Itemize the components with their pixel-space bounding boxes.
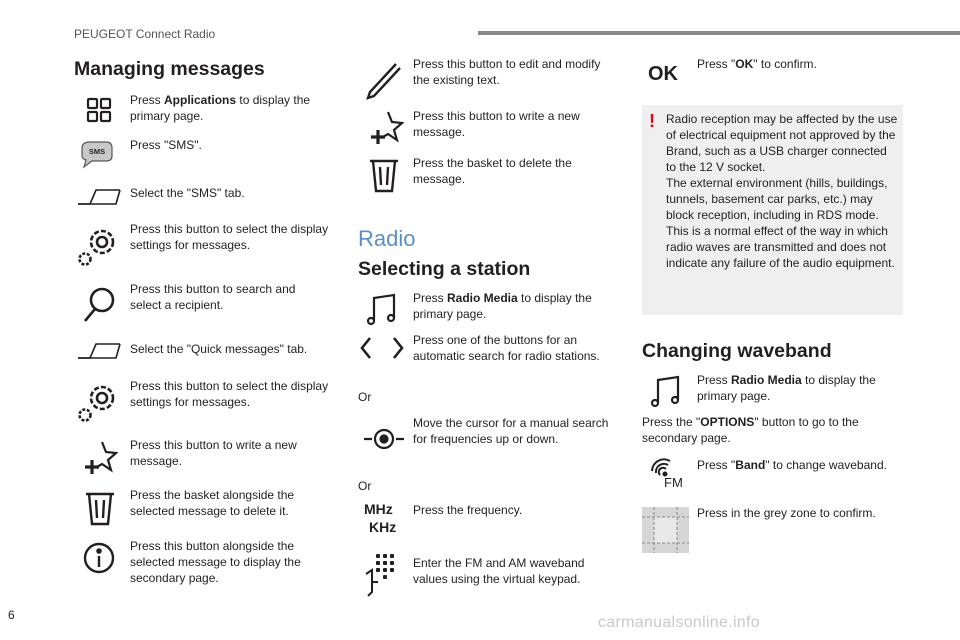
mhz-khz-icon	[364, 500, 408, 540]
star-plus-icon	[364, 108, 404, 148]
star-plus-icon	[78, 438, 118, 478]
page-number: 6	[8, 608, 15, 622]
tab-icon	[76, 338, 122, 378]
gear-icon	[76, 380, 122, 426]
or-text: Or	[358, 479, 372, 493]
gear-icon	[76, 224, 122, 270]
fm-label: FM	[664, 475, 683, 490]
instruction-text: Press this button alongside the selected message to display the secondary page.	[130, 539, 301, 585]
instruction-text: Select the "SMS" tab.	[130, 186, 245, 200]
instruction-text: Press this button to select the display settings for messages.	[130, 379, 329, 409]
keypad-icon	[362, 552, 402, 598]
section-title-radio: Radio	[358, 226, 416, 251]
instruction-text: Press this button to write a new message.	[130, 438, 297, 468]
instruction-text: Press the "OPTIONS" button to go to the secondary page.	[642, 415, 859, 445]
section-title-managing-messages: Managing messages	[74, 58, 265, 80]
warning-note	[642, 105, 903, 315]
instruction-text: Press the basket to delete the message.	[413, 156, 572, 186]
music-note-icon	[648, 372, 688, 412]
instruction-text: Press "SMS".	[130, 138, 202, 152]
chevrons-icon	[358, 332, 408, 372]
trash-icon	[82, 488, 122, 528]
grey-zone-icon	[642, 507, 689, 553]
instruction-text: Press "Band" to change waveband.	[697, 458, 887, 472]
subtitle-selecting-station: Selecting a station	[358, 258, 531, 280]
trash-icon	[366, 155, 406, 195]
instruction-text: Press in the grey zone to confirm.	[697, 506, 876, 520]
instruction-text: Press this button to write a new message.	[413, 109, 580, 139]
ok-icon	[648, 56, 692, 96]
instruction-text: Press this button to search and select a recipient.	[130, 282, 296, 312]
search-icon	[80, 284, 120, 324]
instruction-text: Move the cursor for a manual search for frequencies up or down.	[413, 416, 609, 446]
info-icon	[80, 540, 120, 580]
ok-label: OK	[648, 63, 678, 85]
instruction-text: Press Radio Media to display the primary page.	[413, 291, 592, 321]
svg-text:SMS: SMS	[88, 147, 106, 156]
cursor-icon	[362, 423, 406, 463]
music-note-icon	[364, 290, 404, 330]
radio-fm-icon	[646, 455, 690, 495]
sms-icon	[78, 138, 118, 178]
section-title-changing-waveband: Changing waveband	[642, 340, 832, 362]
instruction-text: Press "OK" to confirm.	[697, 57, 817, 71]
warning-text: Radio reception may be affected by the use of electrical equipment not approved by the Brand, such as a USB charger connected to the 12 V socket. The external environment (hills, buildings, tunnels, basement car parks, etc.) may block reception, including in RDS mode. This is a normal effect of the way in which radio waves are transmitted and does not indicate any failure of the audio equipment.	[666, 112, 898, 270]
or-text: Or	[358, 390, 372, 404]
instruction-text: Enter the FM and AM waveband values using the virtual keypad.	[413, 556, 585, 586]
apps-grid-icon	[78, 95, 118, 135]
instruction-text: Press one of the buttons for an automatic search for radio stations.	[413, 333, 600, 363]
instruction-text: Press this button to select the display settings for messages.	[130, 222, 329, 252]
instruction-text: Press the frequency.	[413, 503, 523, 517]
instruction-text: Press Radio Media to display the primary page.	[697, 373, 876, 403]
instruction-text: Press this button to edit and modify the existing text.	[413, 57, 601, 87]
khz-label: KHz	[369, 519, 397, 535]
header-bar	[478, 31, 960, 35]
warning-icon: !	[649, 111, 655, 131]
instruction-text: Press the basket alongside the selected message to delete it.	[130, 488, 295, 518]
header-brand: PEUGEOT Connect Radio	[74, 27, 216, 41]
pencil-icon	[364, 60, 404, 100]
mhz-label: MHz	[364, 501, 393, 517]
instruction-text: Select the "Quick messages" tab.	[130, 342, 308, 356]
tab-icon	[76, 180, 122, 220]
watermark: carmanualsonline.info	[598, 614, 760, 631]
instruction-text: Press Applications to display the primary page.	[130, 93, 311, 123]
